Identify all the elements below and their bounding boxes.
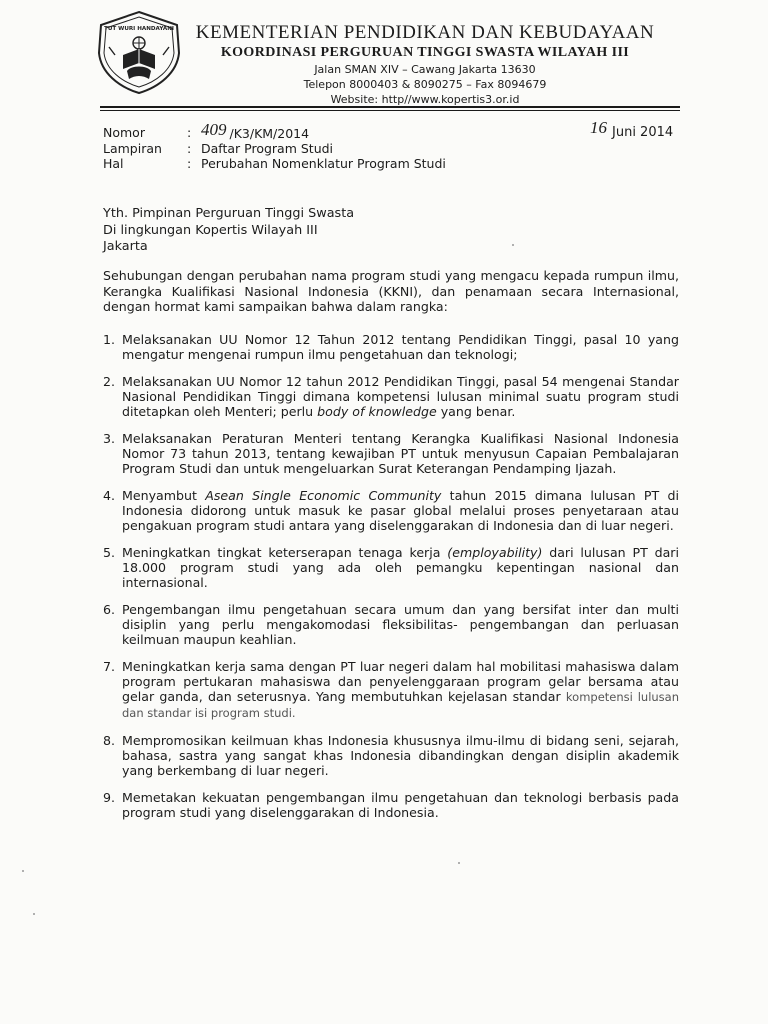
scan-speck [512,244,514,246]
list-item: 8. Mempromosikan keilmuan khas Indonesia khususnya ilmu-ilmu di bidang seni, sejarah, bahasa, sastra yang sangat khas Indonesia dibandingkan dengan disiplin akademik yang berkembang di luar negeri. [103,733,679,778]
list-item: 1. Melaksanakan UU Nomor 12 Tahun 2012 tentang Pendidikan Tinggi, pasal 10 yang mengatur mengenai rumpun ilmu pengetahuan dan teknologi; [103,332,679,362]
letter-meta [103,120,446,171]
phone-fax: Telepon 8000403 & 8090275 – Fax 8094679 [303,78,547,91]
meta-nomor: Nomor : 409 /K3/KM/2014 [103,120,310,141]
header-rule-thin [100,110,680,111]
office-name: KOORDINASI PERGURUAN TINGGI SWASTA WILAYAH III [220,45,630,60]
numbered-list [103,332,679,832]
scan-speck [22,870,24,872]
letter-date: 16 Juni 2014 [590,118,674,140]
list-item: 9. Memetakan kekuatan pengembangan ilmu pengetahuan dan teknologi berbasis pada program studi yang diselenggarakan di Indonesia. [103,790,679,820]
list-item: 3. Melaksanakan Peraturan Menteri tentang Kerangka Kualifikasi Nasional Indonesia Nomor 73 tahun 2013, tentang kewajiban PT untuk menyusun Capaian Pembalajaran Program Studi dan untuk mengeluarkan Surat Keterangan Pendamping Ijazah. [103,431,679,476]
svg-text:TUT WURI HANDAYANI: TUT WURI HANDAYANI [104,26,174,32]
scan-speck [33,913,35,915]
list-item: 6. Pengembangan ilmu pengetahuan secara umum dan yang bersifat inter dan multi disiplin yang perlu mengakomodasi fleksibilitas- pengembangan dan perluasan keilmuan maupun keahlian. [103,602,679,647]
ministry-name: KEMENTERIAN PENDIDIKAN DAN KEBUDAYAAN [195,22,655,43]
list-item: 5. Meningkatkan tingkat keterserapan tenaga kerja (employability) dari lulusan PT dari 18.000 program studi yang ada oleh pemangku kepentingan nasional dan internasional. [103,545,679,590]
intro-paragraph: Sehubungan dengan perubahan nama program studi yang mengacu kepada rumpun ilmu, Kerangka Kualifikasi Nasional Indonesia (KKNI), dan penamaan secara Internasional, dengan hormat kami sampaikan bahwa dalam rangka: [103,268,679,314]
recipient-block: Yth. Pimpinan Perguruan Tinggi Swasta Di lingkungan Kopertis Wilayah III Jakarta [103,206,355,254]
list-item: 4. Menyambut Asean Single Economic Community tahun 2015 dimana lulusan PT di Indonesia didorong untuk masuk ke pasar global melalui proses penyetaraan atau pengakuan program studi antara yang diselenggarakan di Indonesia dan di luar negeri. [103,488,679,533]
address: Jalan SMAN XIV – Cawang Jakarta 13630 [314,63,536,76]
scan-speck [458,862,460,864]
header-rule-thick [100,106,680,108]
meta-lampiran: Lampiran : Daftar Program Studi [103,141,334,156]
website: Website: http//www.kopertis3.or.id [330,93,520,106]
list-item: 7. Meningkatkan kerja sama dengan PT luar negeri dalam hal mobilitasi mahasiswa dalam program pertukaran mahasiswa dan penyelenggaraan program gelar bersama atau gelar ganda, dan seterusnya. Yang membutuhkan kejelasan standar kompetensi lulusan dan standar isi program studi. [103,659,679,720]
letterhead [190,22,660,107]
meta-hal: Hal : Perubahan Nomenklatur Program Studi [103,156,446,171]
handwritten-day: 16 [590,118,607,137]
list-item: 2. Melaksanakan UU Nomor 12 tahun 2012 Pendidikan Tinggi, pasal 54 mengenai Standar Nasional Pendidikan Tinggi dimana kompetensi lulusan minimal suatu program studi ditetapkan oleh Menteri; perlu body of knowledge yang benar. [103,374,679,419]
ministry-logo [93,9,185,95]
handwritten-number: 409 [201,120,227,139]
